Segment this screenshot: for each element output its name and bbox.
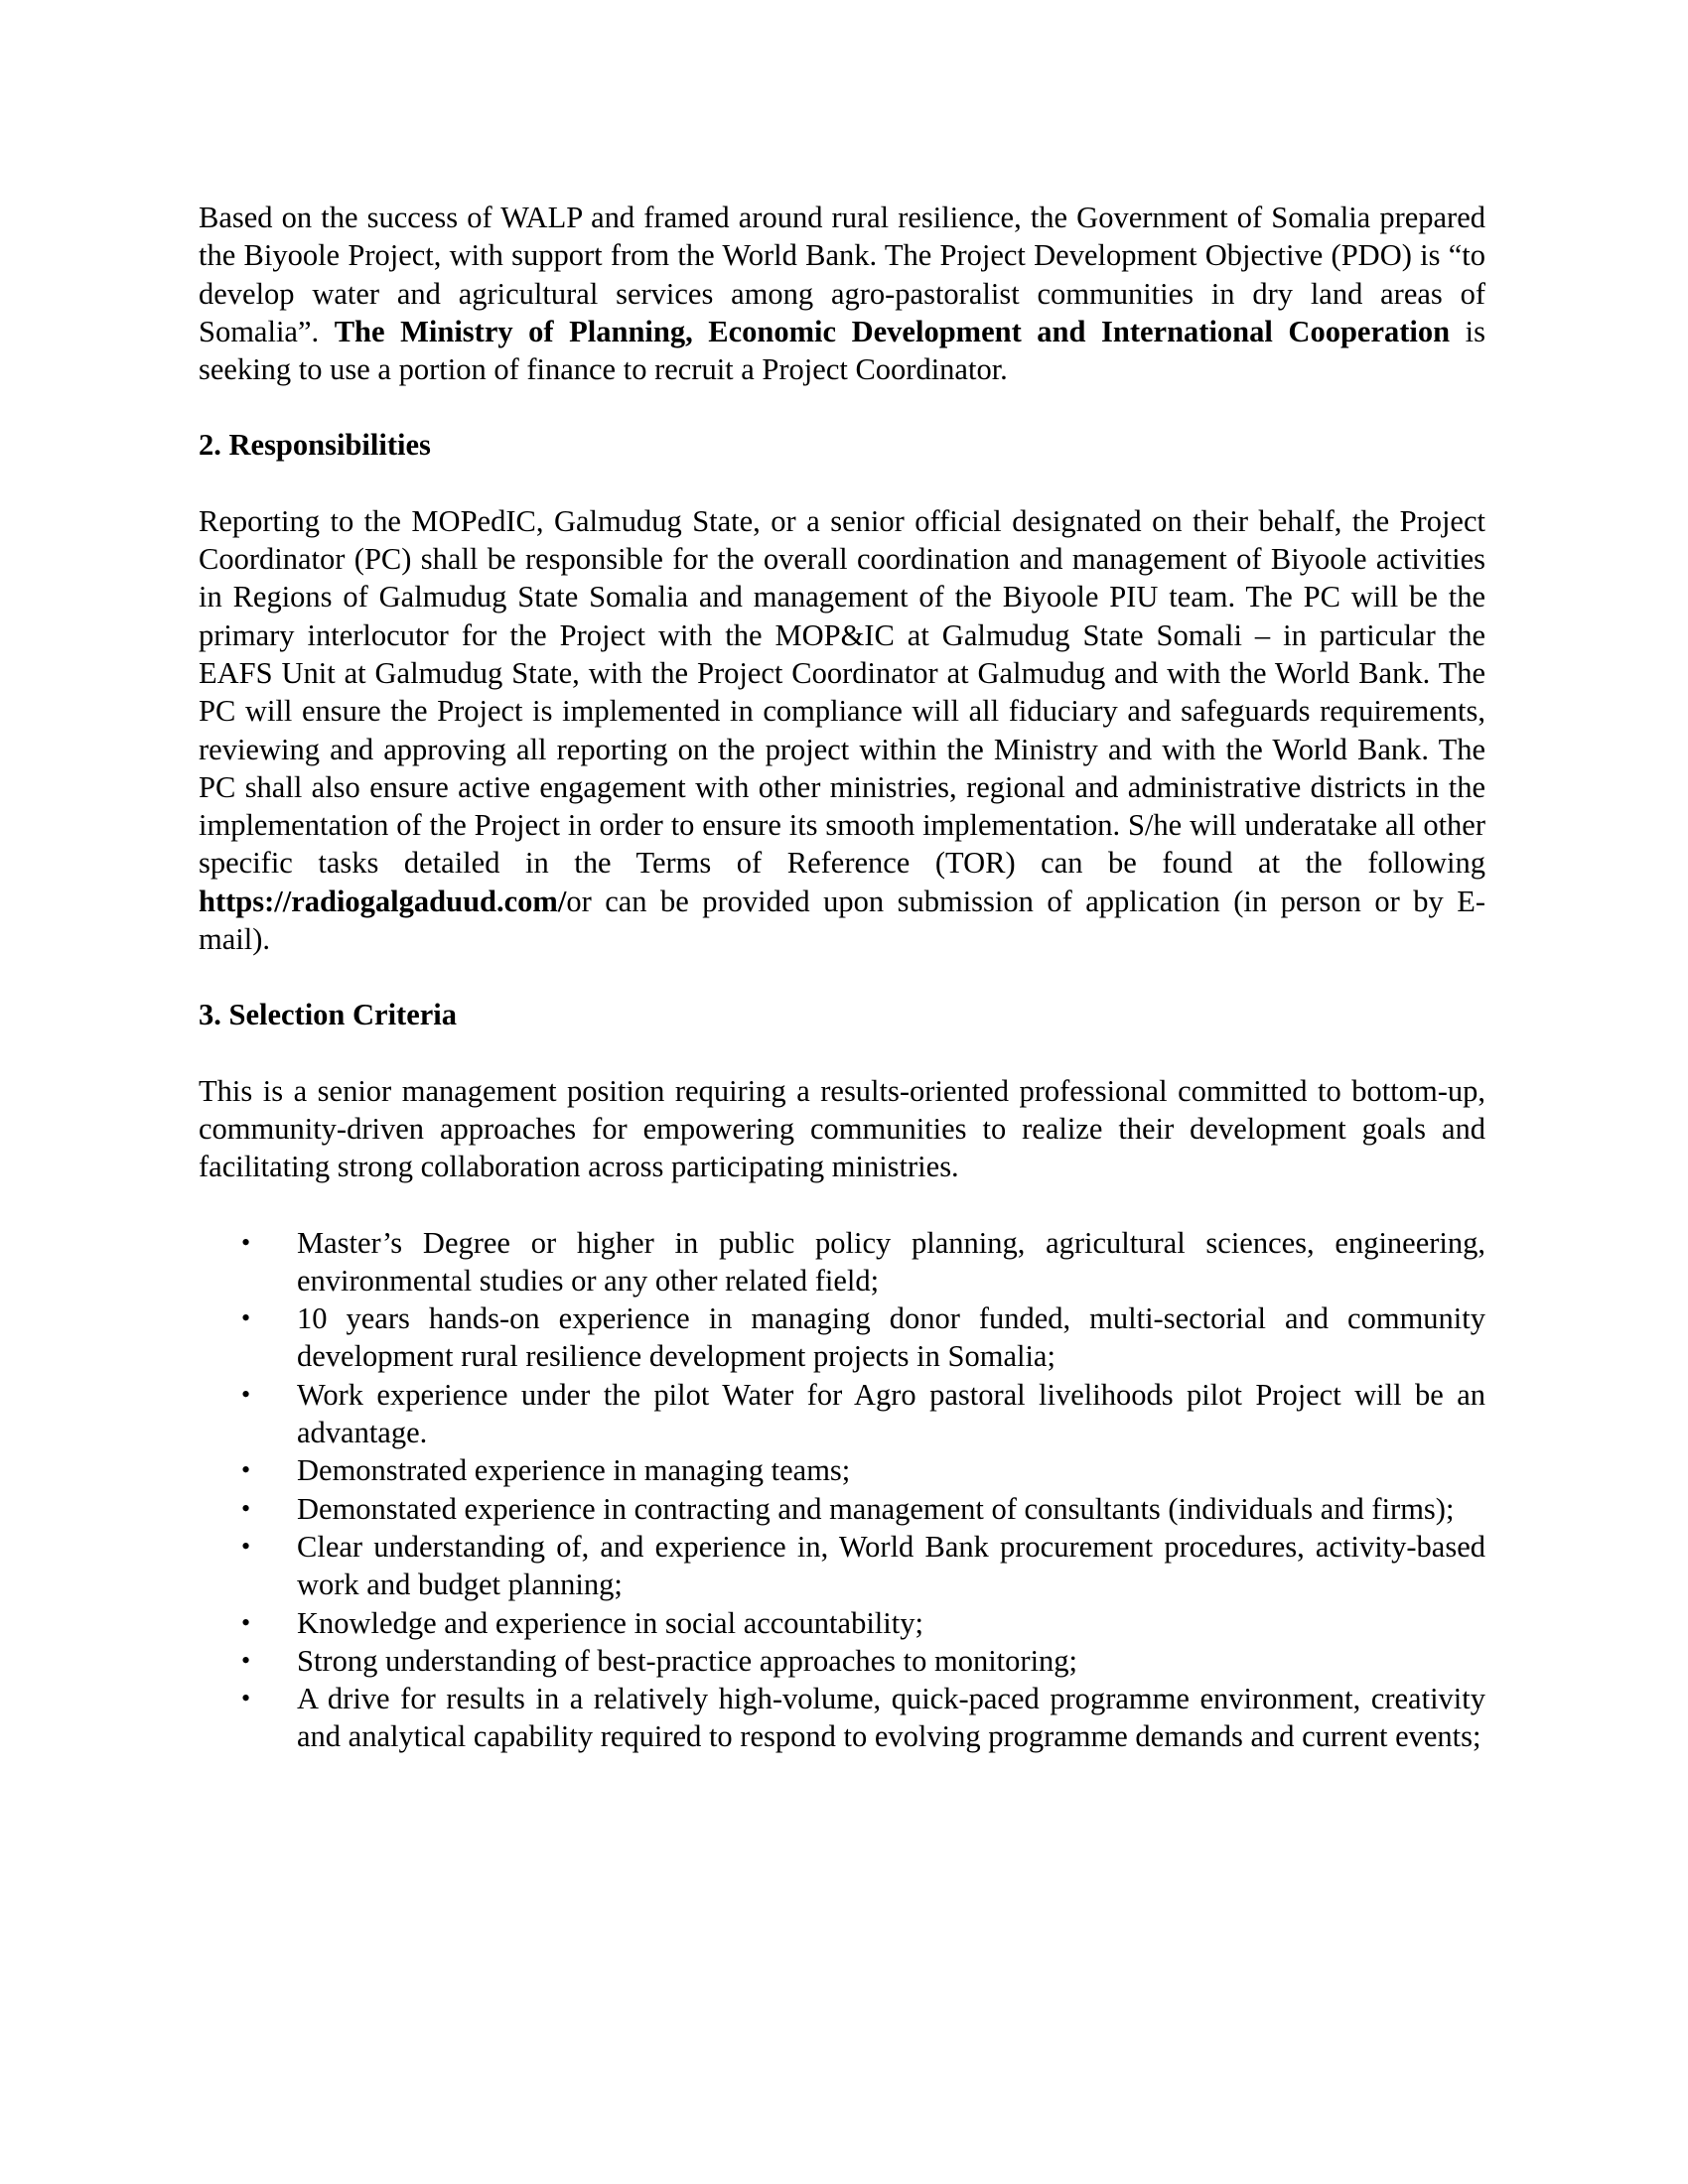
bullet-icon: • xyxy=(241,1607,251,1637)
responsibilities-paragraph xyxy=(199,502,1485,959)
bullet-icon: • xyxy=(241,1493,251,1523)
criteria-text: Work experience under the pilot Water for Agro pastoral livelihoods pilot Project will be an advantage. xyxy=(297,1377,1485,1450)
responsibilities-heading: 2. Responsibilities xyxy=(199,428,431,463)
responsibilities-text-end: or can be provided upon submission of application (in person or by E-mail). xyxy=(199,884,1485,957)
list-item xyxy=(199,1376,1485,1452)
selection-criteria-heading: 3. Selection Criteria xyxy=(199,998,458,1032)
selection-criteria-intro: This is a senior management position requiring a results-oriented professional committed to bottom-up, community-driven approaches for empowering communities to realize their development goals and facilitating strong collaboration across participating ministries. xyxy=(199,1073,1485,1184)
bullet-icon: • xyxy=(241,1684,251,1713)
list-item xyxy=(199,1642,1485,1680)
list-item xyxy=(199,1299,1485,1376)
intro-text-end: is seeking to use a portion of finance to recruit a Project Coordinator. xyxy=(199,314,1486,387)
intro-paragraph xyxy=(199,199,1485,388)
bullet-icon: • xyxy=(241,1227,251,1257)
criteria-text: Clear understanding of, and experience in, World Bank procurement procedures, activity-based work and budget planning; xyxy=(297,1529,1485,1602)
list-item xyxy=(199,1490,1485,1528)
criteria-text: Knowledge and experience in social accountability; xyxy=(297,1605,923,1640)
bullet-icon: • xyxy=(241,1645,251,1675)
tor-link[interactable]: https://radiogalgaduud.com/ xyxy=(199,884,567,918)
criteria-list xyxy=(199,1224,1485,1756)
bullet-icon: • xyxy=(241,1531,251,1561)
responsibilities-text: Reporting to the MOPedIC, Galmudug State, or a senior official designated on their behalf, the Project Coordinator (PC) shall be responsible for the overall coordination and management of Biyoole activities in Regions of Galmudug State Somalia and management of the Biyoole PIU team. The PC will be the primary interlocutor for the Project with the MOP&IC at Galmudug State Somali – in particular the EAFS Unit at Galmudug State, with the Project Coordinator at Galmudug and with the World Bank. The PC will ensure the Project is implemented in compliance will all fiduciary and safeguards requirements, reviewing and approving all reporting on the project within the Ministry and with the World Bank. The PC shall also ensure active engagement with other ministries, regional and administrative districts in the implementation of the Project in order to ensure its smooth implementation. S/he will underatake all other specific tasks detailed in the Terms of Reference (TOR) can be found at the following xyxy=(199,503,1485,881)
list-item xyxy=(199,1680,1485,1756)
bullet-icon: • xyxy=(241,1303,251,1333)
document-page xyxy=(199,199,1485,1756)
intro-text: Based on the success of WALP and framed around rural resilience, the Government of Somalia prepared the Biyoole Project, with support from the World Bank. The Project Development Objective (PDO) is “to develop water and agricultural services among agro-pastoralist communities in dry land areas of Somalia”. xyxy=(199,201,1485,348)
criteria-text: Demonstated experience in contracting and management of consultants (individuals and firms); xyxy=(297,1491,1455,1526)
bullet-icon: • xyxy=(241,1455,251,1485)
ministry-name: The Ministry of Planning, Economic Development and International Cooperation xyxy=(334,314,1451,348)
criteria-text: Demonstrated experience in managing teams; xyxy=(297,1453,851,1488)
list-item xyxy=(199,1451,1485,1489)
criteria-text: A drive for results in a relatively high-volume, quick-paced programme environment, creativity and analytical capability required to respond to evolving programme demands and current events; xyxy=(297,1682,1485,1754)
list-item xyxy=(199,1528,1485,1604)
bullet-icon: • xyxy=(241,1379,251,1409)
criteria-text: Strong understanding of best-practice approaches to monitoring; xyxy=(297,1643,1078,1678)
criteria-text: 10 years hands-on experience in managing donor funded, multi-sectorial and community development rural resilience development projects in Somalia; xyxy=(297,1301,1485,1374)
criteria-text: Master’s Degree or higher in public policy planning, agricultural sciences, engineering, environmental studies or any other related field; xyxy=(297,1225,1485,1297)
list-item xyxy=(199,1604,1485,1642)
list-item xyxy=(199,1224,1485,1300)
